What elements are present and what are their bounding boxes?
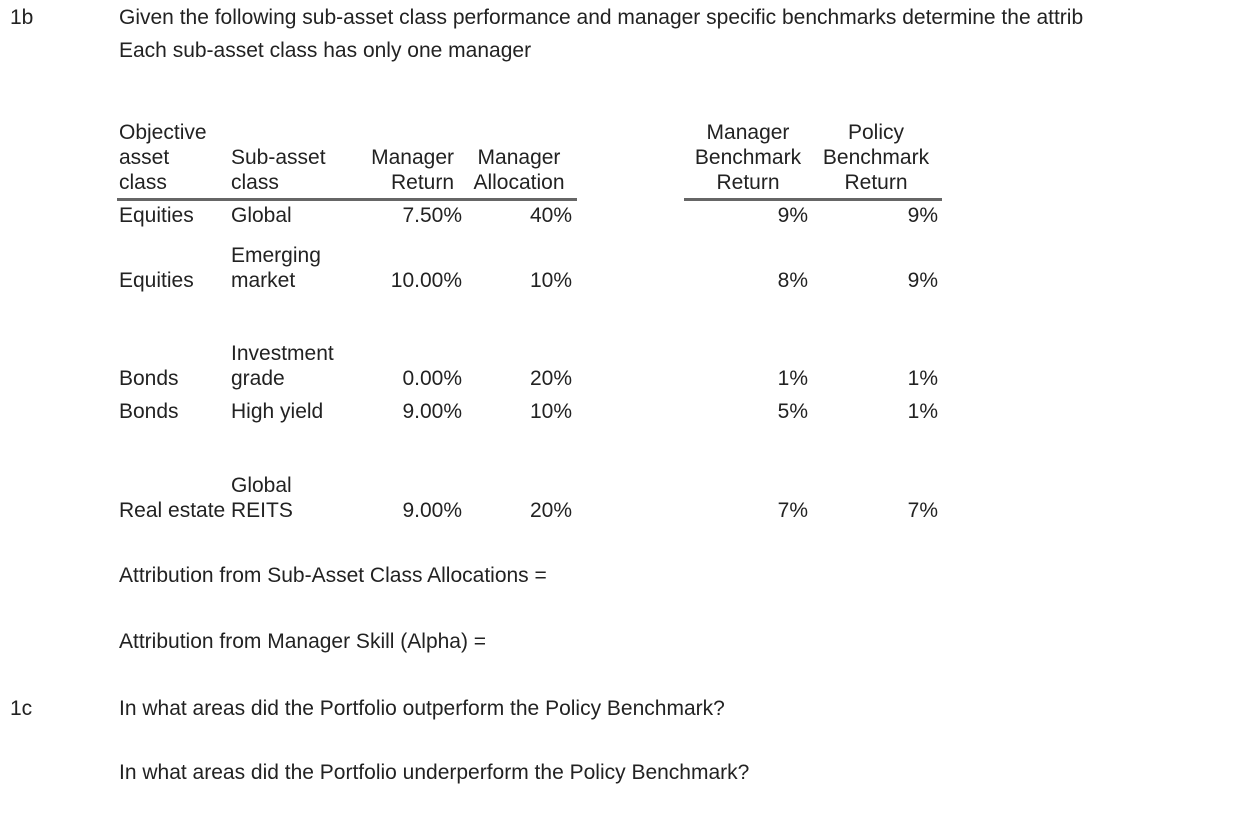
row5-return: 9.00% [402, 499, 462, 522]
header-mgr-alloc-line2: Allocation [473, 171, 565, 194]
row2-sub-line1: Emerging [231, 244, 321, 267]
header-subasset-line2: class [231, 171, 279, 194]
row3-mgr-benchmark: 1% [777, 367, 808, 390]
question-number-1c: 1c [10, 697, 33, 720]
row3-allocation: 20% [529, 367, 572, 390]
row1-asset: Equities [119, 204, 194, 227]
header-manager-allocation [460, 145, 578, 195]
row4-return: 9.00% [402, 400, 462, 423]
row5-allocation: 20% [529, 499, 572, 522]
row1-return: 7.50% [402, 204, 462, 227]
row3-policy-benchmark: 1% [907, 367, 938, 390]
row5-sub-line1: Global [231, 474, 292, 497]
header-policy-line2: Benchmark [822, 146, 930, 169]
header-objective-line2: asset [119, 146, 170, 169]
row2-return: 10.00% [390, 269, 462, 292]
header-mgr-bench-line1: Manager [706, 121, 790, 144]
header-objective-line1: Objective [119, 121, 207, 144]
header-policy-line1: Policy [847, 121, 905, 144]
row3-sub-line1: Investment [231, 342, 334, 365]
header-rule-left [117, 198, 577, 201]
row3-asset: Bonds [119, 367, 179, 390]
row4-policy-benchmark: 1% [907, 400, 938, 423]
row1-mgr-benchmark: 9% [777, 204, 808, 227]
row2-sub-line2: market [231, 269, 296, 292]
question-1b-text-line1: Given the following sub-asset class performance and manager specific benchmarks determine the attrib [119, 6, 1084, 29]
header-objective-line3: class [119, 171, 167, 194]
row5-sub-line2: REITS [231, 499, 293, 522]
header-manager-return [352, 145, 454, 195]
header-mgr-return-line1: Manager [371, 146, 454, 169]
attribution-allocation-label: Attribution from Sub-Asset Class Allocations = [119, 564, 547, 587]
row1-allocation: 40% [529, 204, 572, 227]
row5-mgr-benchmark: 7% [777, 499, 808, 522]
question-1c-underperform: In what areas did the Portfolio underperform the Policy Benchmark? [119, 761, 750, 784]
header-objective-asset-class [119, 120, 207, 195]
header-policy-line3: Return [844, 171, 908, 194]
header-mgr-bench-line3: Return [716, 171, 780, 194]
row5-policy-benchmark: 7% [907, 499, 938, 522]
header-mgr-alloc-line1: Manager [477, 146, 561, 169]
row4-asset: Bonds [119, 400, 179, 423]
row2-mgr-benchmark: 8% [777, 269, 808, 292]
header-sub-asset-class [231, 145, 326, 195]
question-number-1b: 1b [10, 6, 34, 29]
header-policy-benchmark-return [812, 120, 940, 195]
header-manager-benchmark-return [684, 120, 812, 195]
row3-return: 0.00% [402, 367, 462, 390]
question-1b-text-line2: Each sub-asset class has only one manager [119, 39, 532, 62]
row4-sub: High yield [231, 400, 324, 423]
header-rule-right [684, 198, 942, 201]
row4-allocation: 10% [529, 400, 572, 423]
header-mgr-bench-line2: Benchmark [694, 146, 802, 169]
row1-policy-benchmark: 9% [907, 204, 938, 227]
header-mgr-return-line2: Return [390, 171, 454, 194]
question-1c-outperform: In what areas did the Portfolio outperform the Policy Benchmark? [119, 697, 725, 720]
row4-mgr-benchmark: 5% [777, 400, 808, 423]
row2-policy-benchmark: 9% [907, 269, 938, 292]
header-subasset-line1: Sub-asset [231, 146, 326, 169]
attribution-alpha-label: Attribution from Manager Skill (Alpha) = [119, 630, 487, 653]
row2-allocation: 10% [529, 269, 572, 292]
row3-sub-line2: grade [231, 367, 285, 390]
row2-asset: Equities [119, 269, 194, 292]
row5-asset: Real estate [119, 499, 226, 522]
row1-sub: Global [231, 204, 292, 227]
